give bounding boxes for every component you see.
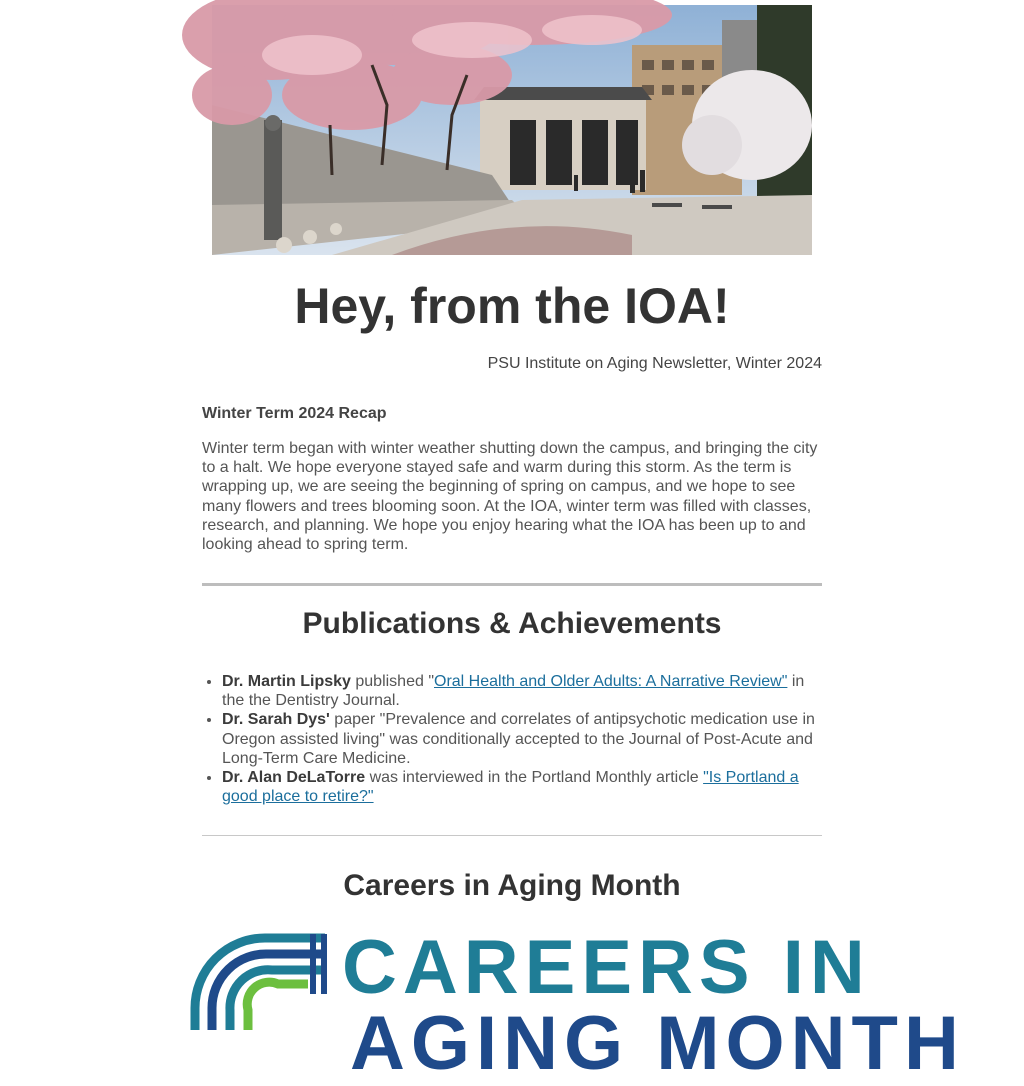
page-title: Hey, from the IOA! xyxy=(294,278,730,334)
recap-body: Winter term began with winter weather shutting down the campus, and bringing the city to a halt. We hope everyone stayed safe and warm during this storm. As the term is wrapping up, we are seeing the beginning of spring on campus, and we hope to see many flowers and trees blooming soon. At the IOA, winter term was filled with classes, research, and planning. We hope you enjoy hearing what the IOA has been up to and looking ahead to spring term. xyxy=(202,440,818,554)
newsletter-subtitle: PSU Institute on Aging Newsletter, Winter 2024 xyxy=(487,355,822,372)
section-divider xyxy=(202,835,822,836)
item-text: in the the Dentistry Journal. xyxy=(222,673,805,710)
list-item xyxy=(222,768,822,806)
logo-mark-icon xyxy=(190,930,340,1024)
careers-heading: Careers in Aging Month xyxy=(343,869,681,902)
item-text: paper "Prevalence and correlates of antipsychotic medication use in Oregon assisted living" was conditionally accepted to the Journal of Post-Acute and Long-Term Care Medicine. xyxy=(222,711,815,767)
logo-text-line1: CAREERS IN xyxy=(342,925,871,1010)
list-item xyxy=(222,710,822,768)
publication-link[interactable]: Oral Health and Older Adults: A Narrative Review" xyxy=(434,673,788,690)
publications-heading: Publications & Achievements xyxy=(302,607,722,640)
item-text: was interviewed in the Portland Monthly article xyxy=(365,769,704,787)
item-text: published " xyxy=(350,673,434,690)
section-divider xyxy=(202,583,822,586)
author-name: Dr. Alan DeLaTorre xyxy=(222,769,366,787)
author-name: Dr. Sarah Dys' xyxy=(222,711,330,729)
careers-in-aging-logo xyxy=(190,925,965,1086)
recap-heading: Winter Term 2024 Recap xyxy=(202,405,387,422)
publications-list xyxy=(202,672,822,806)
list-item xyxy=(222,672,822,710)
hero-campus-photo xyxy=(212,5,812,255)
logo-text-line2: AGING MONTH xyxy=(350,1001,965,1086)
author-name: Dr. Martin Lipsky xyxy=(222,673,351,690)
article-link[interactable]: "Is Portland a good place to retire?" xyxy=(222,769,799,806)
